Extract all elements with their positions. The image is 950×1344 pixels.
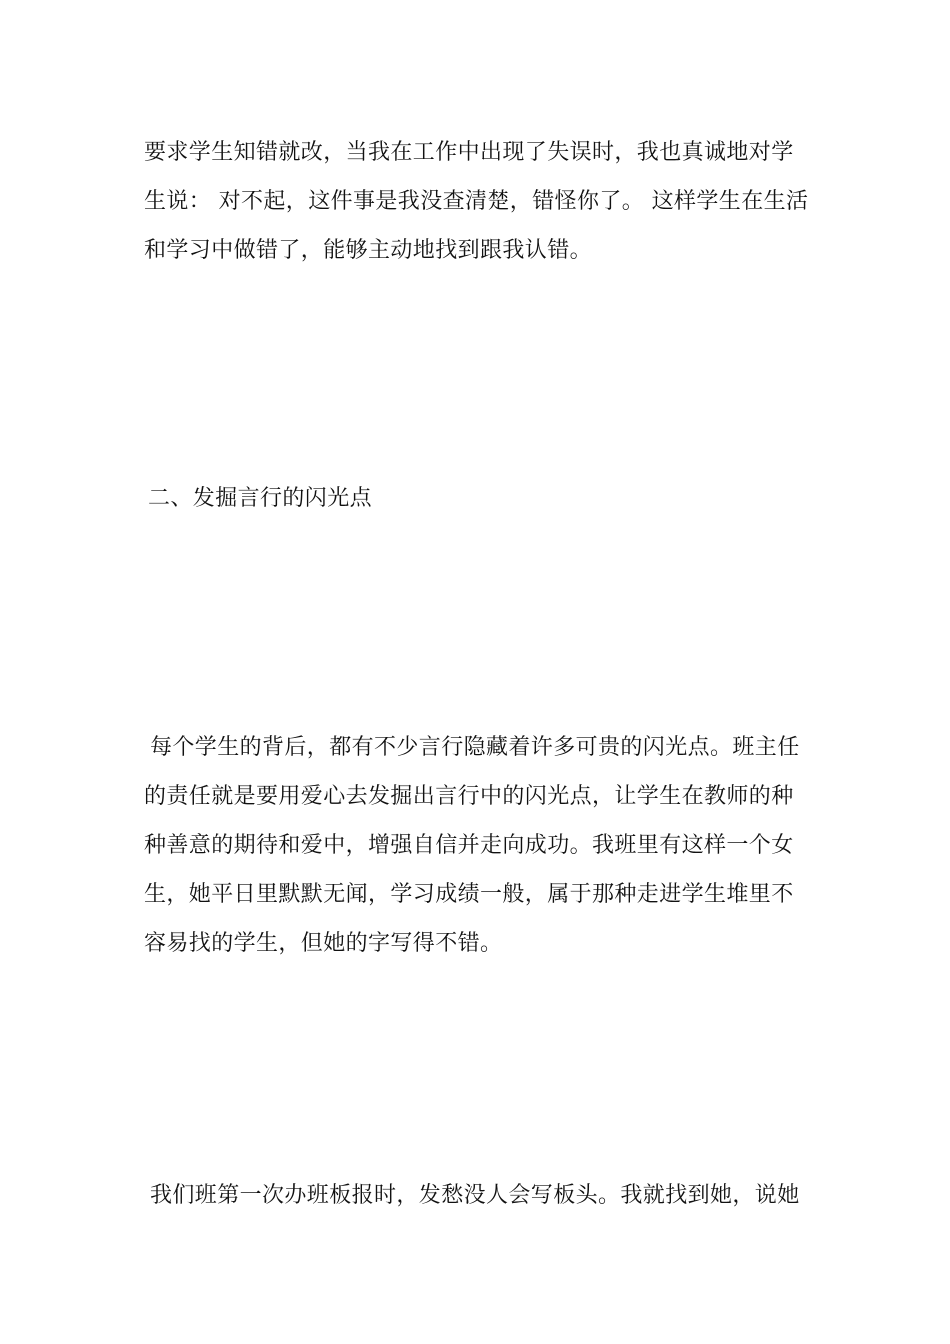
text-line: 我们班第一次办班板报时，发愁没人会写板头。我就找到她，说她 [150,1183,800,1208]
text-line: 生说： 对不起，这件事是我没查清楚，错怪你了。 这样学生在生活 [144,189,809,214]
text-line: 种善意的期待和爱中，增强自信并走向成功。我班里有这样一个女 [144,833,794,858]
text-line: 要求学生知错就改，当我在工作中出现了失误时，我也真诚地对学 [144,140,794,165]
heading-text: 二、发掘言行的闪光点 [148,486,373,511]
paragraph-admitting-mistakes [144,128,810,275]
section-heading [148,474,814,523]
text-line: 生，她平日里默默无闻，学习成绩一般，属于那种走进学生堆里不 [144,882,794,907]
text-line: 的责任就是要用爱心去发掘出言行中的闪光点，让学生在教师的种 [144,784,794,809]
text-line: 容易找的学生，但她的字写得不错。 [144,931,503,956]
paragraph-bright-spots [144,723,810,968]
paragraph-blackboard-story [144,1171,810,1220]
text-line: 和学习中做错了，能够主动地找到跟我认错。 [144,238,593,263]
text-line: 每个学生的背后，都有不少言行隐藏着许多可贵的闪光点。班主任 [150,735,800,760]
